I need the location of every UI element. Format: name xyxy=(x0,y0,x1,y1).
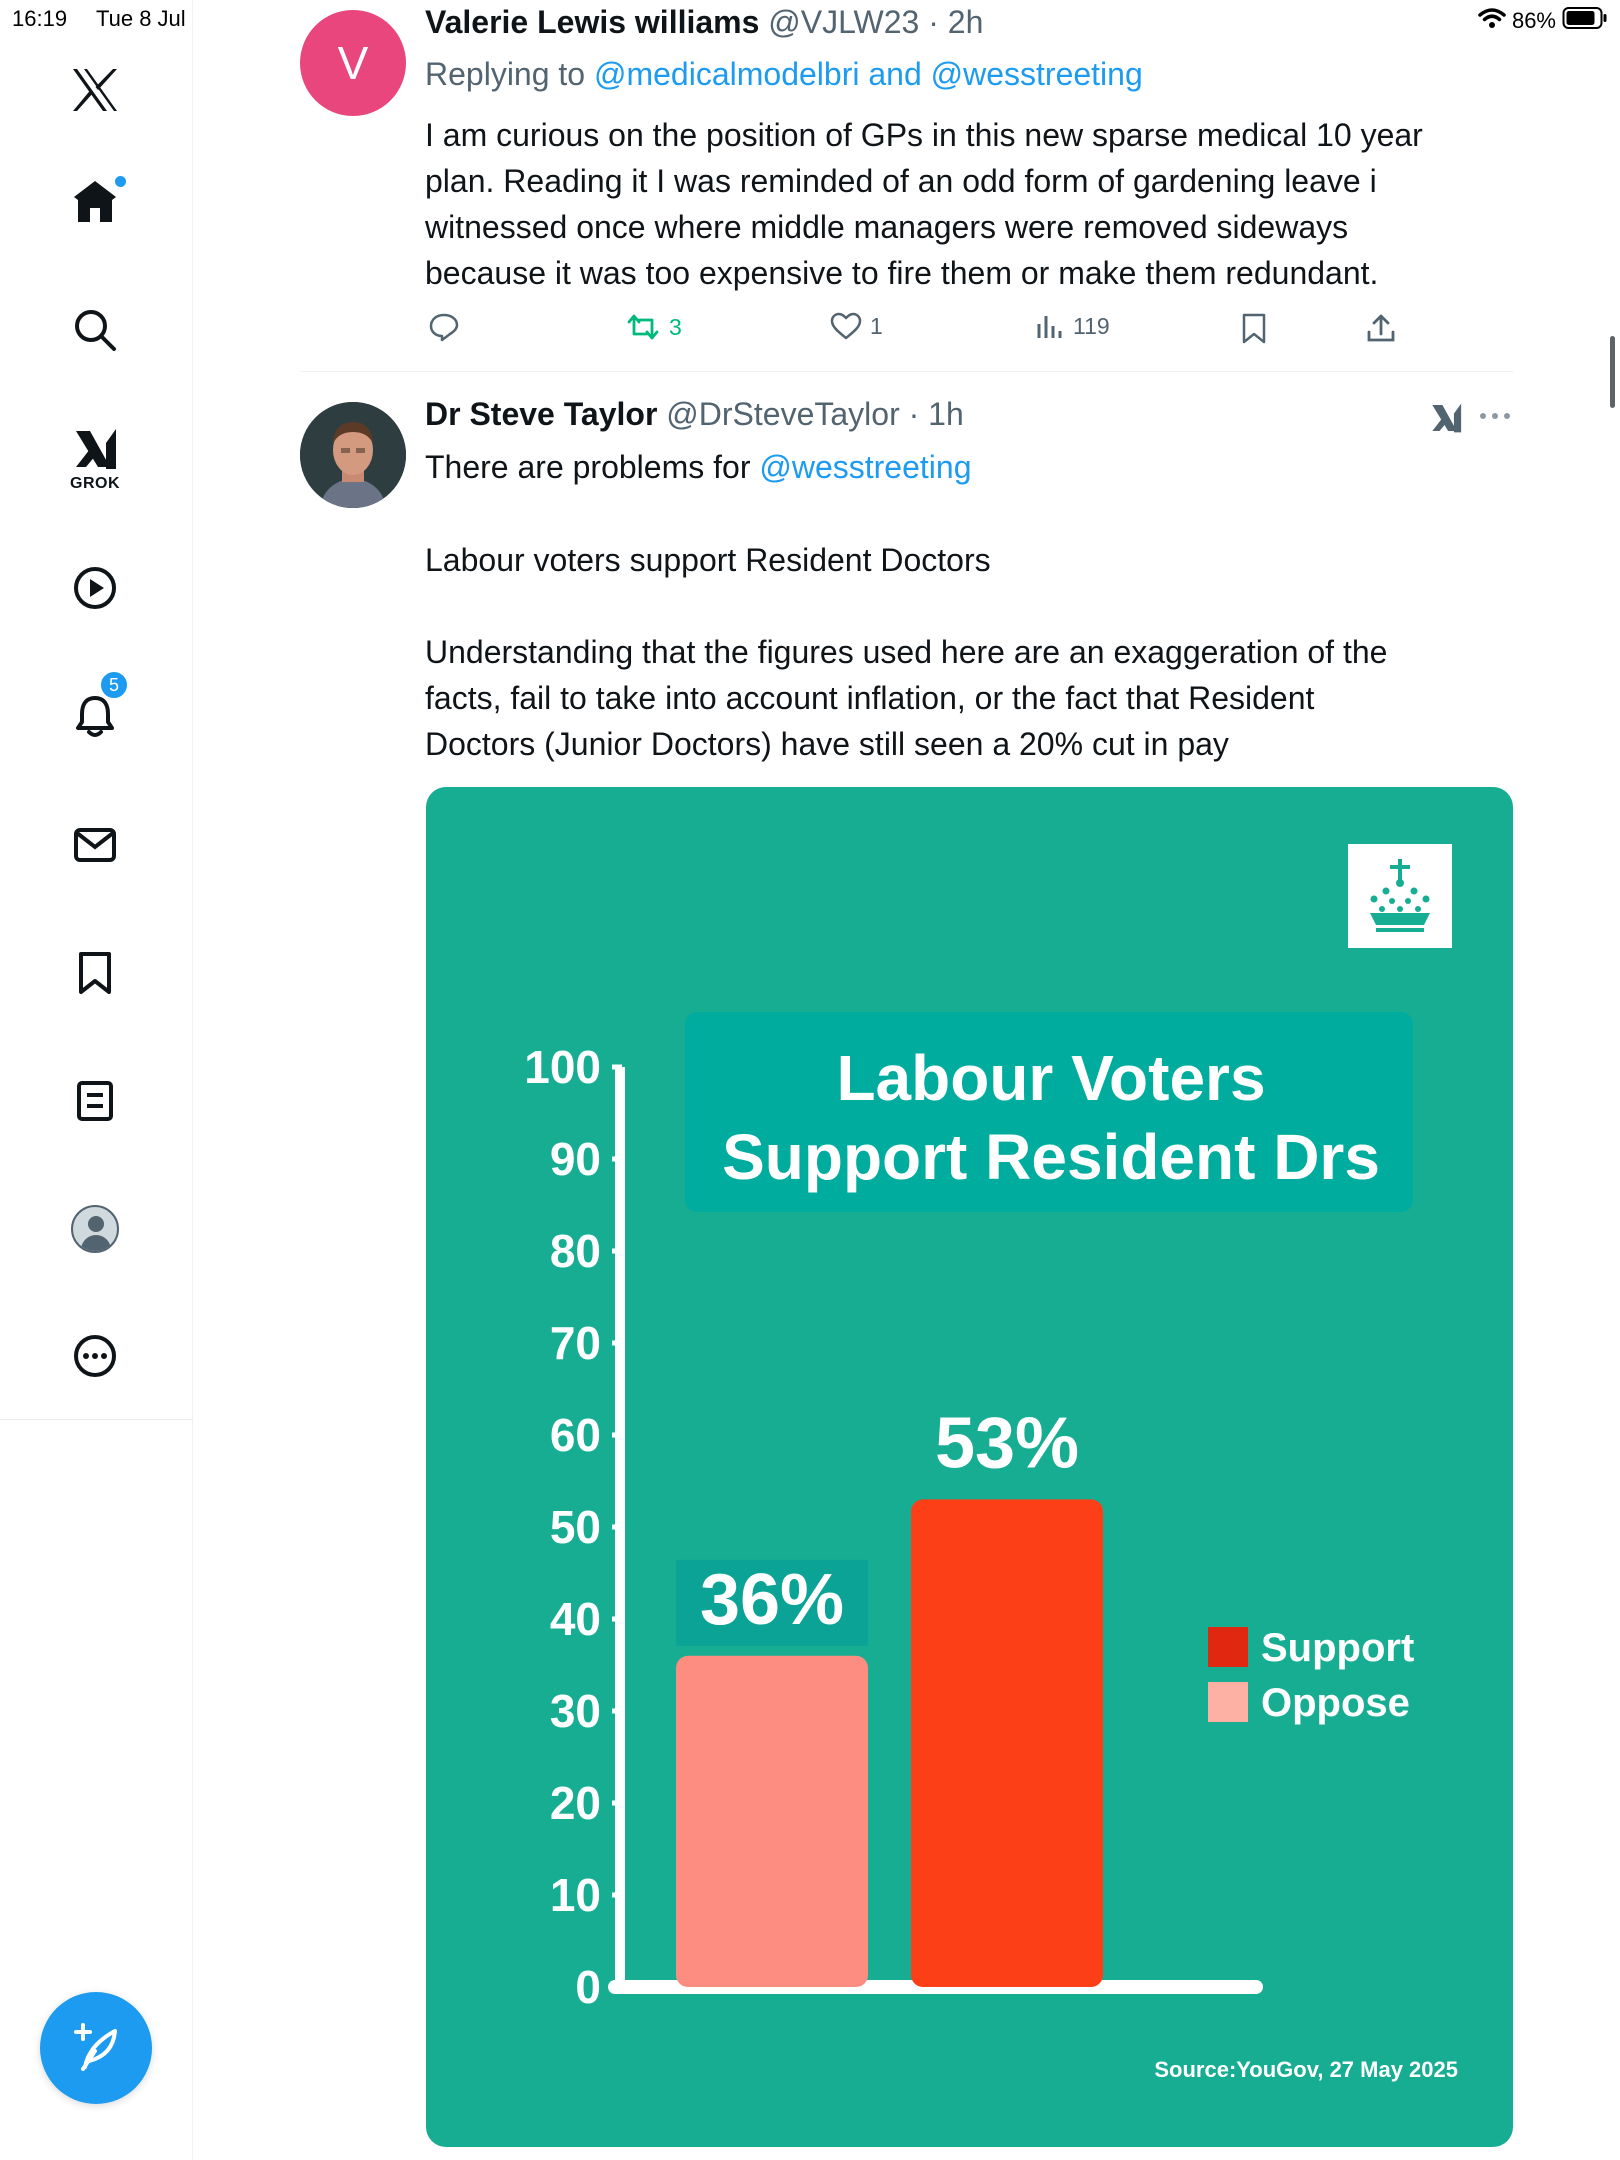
mention-and[interactable]: and xyxy=(868,56,922,92)
retweet-count: 3 xyxy=(669,313,682,340)
sidebar-item-messages[interactable] xyxy=(73,827,117,863)
tweet-text-line: facts, fail to take into account inflation, or the fact that Resident xyxy=(425,680,1315,716)
sidebar xyxy=(0,0,193,2160)
mail-icon xyxy=(73,827,117,863)
legend-swatch-support xyxy=(1208,1627,1248,1667)
sidebar-item-video[interactable] xyxy=(73,566,117,610)
tweet-text-line: witnessed once where middle managers were removed sideways xyxy=(425,209,1349,245)
grok-explain-button[interactable] xyxy=(1428,400,1464,441)
y-tick-label: 10 xyxy=(549,1869,601,1921)
sidebar-item-grok[interactable] xyxy=(70,427,120,493)
lists-icon xyxy=(76,1080,114,1122)
mention-link[interactable]: @medicalmodelbri xyxy=(593,56,860,92)
tweet-text-line: I am curious on the position of GPs in this new sparse medical 10 year xyxy=(425,117,1423,153)
tweet-text-intro: There are problems for xyxy=(425,449,751,485)
tweet-text xyxy=(425,112,1423,296)
views-count: 119 xyxy=(1073,312,1110,339)
y-tick-label: 50 xyxy=(549,1501,601,1553)
tweet-text-line: Understanding that the figures used here are an exaggeration of the xyxy=(425,634,1388,670)
tweet-divider xyxy=(300,371,1514,372)
compose-feather-icon xyxy=(69,2021,123,2075)
unread-dot xyxy=(115,176,126,187)
tweet-text xyxy=(425,444,971,490)
tweet-more-button[interactable] xyxy=(1478,404,1512,433)
sidebar-item-more[interactable] xyxy=(73,1334,117,1378)
tweet-actions xyxy=(425,312,1425,352)
y-tick-label: 70 xyxy=(549,1317,601,1369)
avatar-letter: V xyxy=(337,37,369,89)
views-icon xyxy=(1035,312,1065,340)
replying-to-label: Replying to xyxy=(425,56,586,92)
share-button[interactable] xyxy=(1365,312,1397,344)
author-name[interactable]: Dr Steve Taylor xyxy=(425,396,658,432)
avatar xyxy=(71,1205,119,1253)
like-count: 1 xyxy=(870,312,883,339)
tweet-text xyxy=(425,537,991,583)
tweet-text xyxy=(425,629,1387,767)
like-button[interactable] xyxy=(830,312,883,340)
status-date: Tue 8 Jul xyxy=(96,6,186,31)
sidebar-item-home[interactable] xyxy=(72,178,118,224)
battery-icon xyxy=(1562,6,1608,36)
legend-label-support: Support xyxy=(1261,1626,1415,1670)
legend-swatch-oppose xyxy=(1208,1682,1248,1722)
wifi-icon xyxy=(1478,7,1506,35)
tweet-header xyxy=(425,4,983,41)
data-label-support: 53% xyxy=(934,1403,1080,1484)
grok-icon xyxy=(1428,400,1464,436)
y-tick-label: 60 xyxy=(549,1409,601,1461)
y-tick-label: 40 xyxy=(549,1593,601,1645)
tweet-header xyxy=(425,396,964,433)
notification-badge: 5 xyxy=(99,670,129,700)
bookmark-icon xyxy=(77,951,113,995)
y-tick-label: 20 xyxy=(549,1777,601,1829)
status-time: 16:19 xyxy=(12,6,68,31)
reply-button[interactable] xyxy=(428,312,460,342)
battery-percent: 86% xyxy=(1511,8,1556,33)
data-label-oppose: 36% xyxy=(699,1559,845,1640)
author-handle-time: @VJLW23 · 2h xyxy=(768,4,984,40)
bell-icon xyxy=(73,694,117,738)
tweet-text-line: because it was too expensive to fire them or make them redundant. xyxy=(425,255,1379,291)
scrollbar[interactable] xyxy=(1610,336,1615,408)
bookmark-icon xyxy=(1240,312,1268,344)
tweet-text-line: Labour voters support Resident Doctors xyxy=(425,542,991,578)
replying-to xyxy=(425,56,1143,93)
status-indicators xyxy=(1478,6,1608,36)
legend-label-oppose: Oppose xyxy=(1261,1681,1410,1725)
views-button[interactable] xyxy=(1035,312,1110,340)
sidebar-item-explore[interactable] xyxy=(73,308,117,352)
y-tick-label: 0 xyxy=(575,1961,601,2013)
mention-link[interactable]: @wesstreeting xyxy=(759,449,972,485)
sidebar-item-bookmarks[interactable] xyxy=(77,951,113,995)
avatar[interactable] xyxy=(300,10,406,116)
crown-logo xyxy=(1348,844,1452,948)
author-handle-time: @DrSteveTaylor · 1h xyxy=(666,396,964,432)
author-name[interactable]: Valerie Lewis williams xyxy=(425,4,760,40)
sidebar-item-notifications[interactable] xyxy=(73,674,119,738)
home-icon xyxy=(72,178,118,224)
chart-title-line-2: Support Resident Drs xyxy=(722,1121,1380,1193)
grok-icon xyxy=(70,427,120,471)
y-tick-label: 100 xyxy=(524,1041,601,1093)
compose-button[interactable] xyxy=(40,1992,152,2104)
sidebar-item-profile[interactable] xyxy=(71,1205,119,1253)
more-dots-icon xyxy=(1478,404,1512,428)
tweet-media-chart[interactable] xyxy=(426,787,1513,2147)
y-tick-label: 80 xyxy=(549,1225,601,1277)
bar-oppose xyxy=(676,1656,868,1987)
reply-icon xyxy=(428,312,460,342)
search-icon xyxy=(73,308,117,352)
tweet-text-line: Doctors (Junior Doctors) have still seen a 20% cut in pay xyxy=(425,726,1229,762)
grok-label: GROK xyxy=(70,475,120,492)
heart-icon xyxy=(830,312,862,340)
chart-title-line-1: Labour Voters xyxy=(836,1042,1266,1114)
share-icon xyxy=(1365,312,1397,344)
y-tick-label: 30 xyxy=(549,1685,601,1737)
play-icon xyxy=(73,566,117,610)
tweet-text-line: plan. Reading it I was reminded of an odd form of gardening leave i xyxy=(425,163,1377,199)
mention-link[interactable]: @wesstreeting xyxy=(930,56,1143,92)
tweet-text-line xyxy=(425,444,971,490)
bar-chart xyxy=(426,787,1513,2147)
bar-support xyxy=(911,1499,1103,1987)
retweet-icon xyxy=(625,312,661,342)
retweet-button[interactable] xyxy=(625,312,682,342)
profile-photo xyxy=(300,402,406,508)
sidebar-divider xyxy=(0,1419,193,1420)
sidebar-item-lists[interactable] xyxy=(76,1080,114,1122)
more-circle-icon xyxy=(73,1334,117,1378)
x-logo[interactable] xyxy=(71,67,119,113)
chart-source: Source:YouGov, 27 May 2025 xyxy=(1154,2057,1458,2082)
x-logo-icon xyxy=(71,67,119,113)
bookmark-button[interactable] xyxy=(1240,312,1268,344)
y-tick-label: 90 xyxy=(549,1133,601,1185)
avatar[interactable] xyxy=(300,402,406,508)
